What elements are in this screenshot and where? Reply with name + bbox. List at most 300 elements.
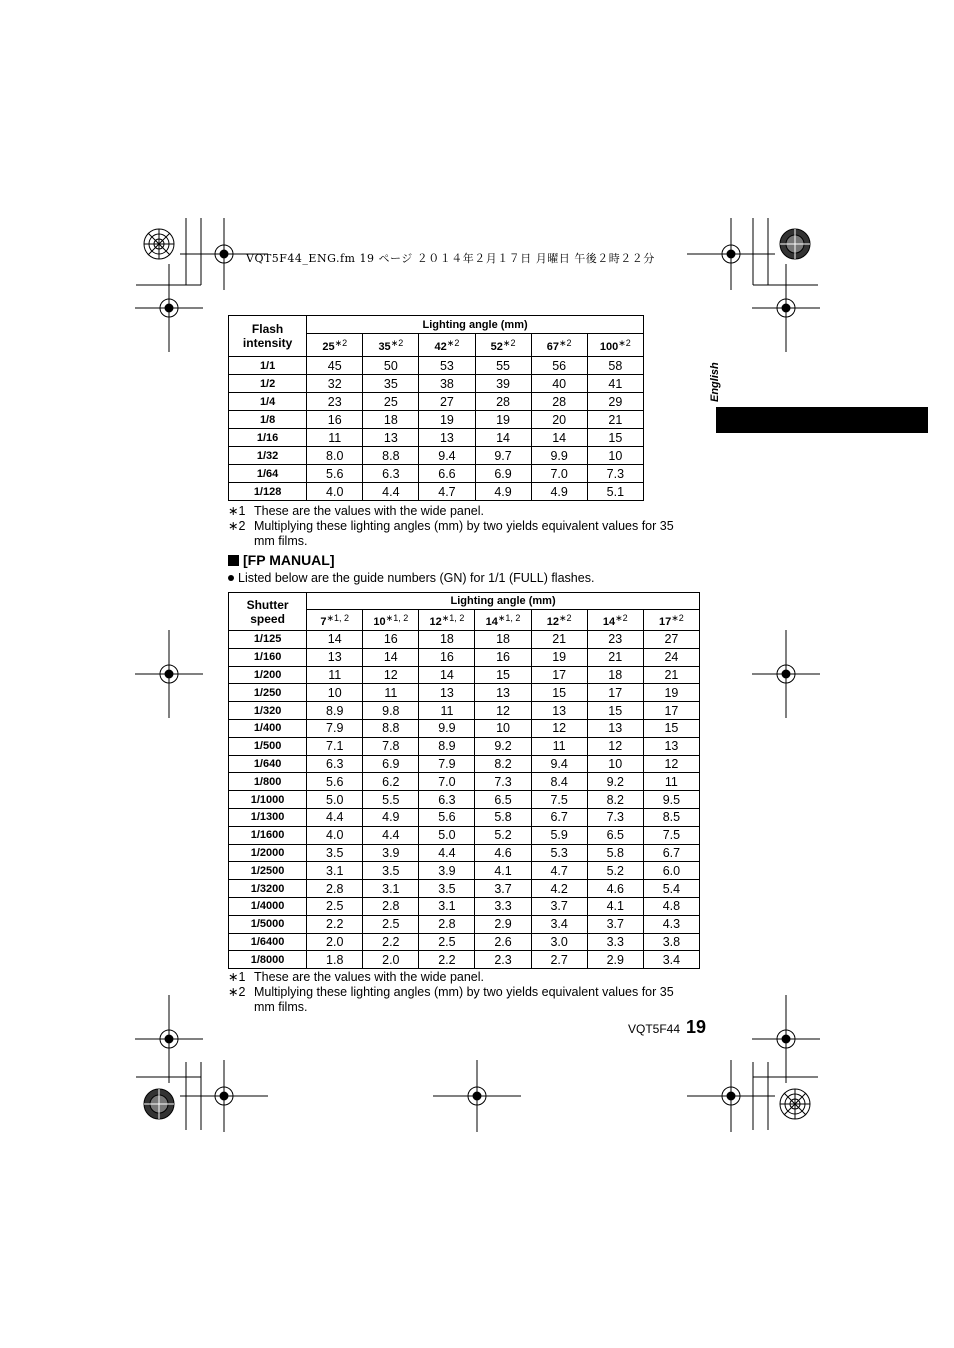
table-cell: 12 bbox=[643, 755, 699, 773]
row-label: 1/4000 bbox=[229, 897, 307, 915]
table-cell: 55 bbox=[475, 357, 531, 375]
shutter-speed-table bbox=[228, 592, 700, 969]
table-cell: 9.5 bbox=[643, 791, 699, 809]
column-note: ∗2 bbox=[390, 337, 404, 348]
table-group-header: Lighting angle (mm) bbox=[307, 316, 644, 334]
row-label: 1/16 bbox=[229, 429, 307, 447]
table-cell: 4.7 bbox=[531, 862, 587, 880]
column-value: 35 bbox=[378, 340, 391, 353]
column-note: ∗2 bbox=[671, 612, 684, 623]
table-cell: 27 bbox=[643, 631, 699, 649]
row-label: 1/6400 bbox=[229, 933, 307, 951]
table-cell: 7.3 bbox=[587, 465, 643, 483]
row-label: 1/3200 bbox=[229, 880, 307, 898]
table-cell: 3.8 bbox=[643, 933, 699, 951]
table-cell: 10 bbox=[307, 684, 363, 702]
footnote bbox=[228, 504, 688, 519]
table-cell: 13 bbox=[643, 737, 699, 755]
table-cell: 5.8 bbox=[475, 808, 531, 826]
footnote bbox=[228, 970, 688, 985]
table-cell: 11 bbox=[419, 702, 475, 720]
table-cell: 6.5 bbox=[587, 826, 643, 844]
table-cell: 17 bbox=[531, 666, 587, 684]
table-row bbox=[229, 933, 700, 951]
flash-intensity-table bbox=[228, 315, 644, 501]
table-cell: 6.7 bbox=[643, 844, 699, 862]
table-row bbox=[229, 684, 700, 702]
table-cell: 3.1 bbox=[419, 897, 475, 915]
table-cell: 4.4 bbox=[363, 826, 419, 844]
table-cell: 5.1 bbox=[587, 483, 643, 501]
table-row bbox=[229, 737, 700, 755]
table-cell: 3.7 bbox=[587, 915, 643, 933]
table-cell: 7.9 bbox=[419, 755, 475, 773]
table-cell: 18 bbox=[363, 411, 419, 429]
table-cell: 4.6 bbox=[587, 880, 643, 898]
row-label: 1/64 bbox=[229, 465, 307, 483]
row-label: 1/640 bbox=[229, 755, 307, 773]
table-cell: 2.3 bbox=[475, 951, 531, 969]
column-note: ∗2 bbox=[559, 337, 572, 348]
table-row bbox=[229, 826, 700, 844]
table-cell: 4.1 bbox=[475, 862, 531, 880]
footnote-text: Multiplying these lighting angles (mm) by two yields equivalent values for 35 mm films. bbox=[254, 985, 674, 1014]
table-cell: 11 bbox=[307, 666, 363, 684]
table-corner-label: Flash intensity bbox=[229, 316, 307, 357]
table-cell: 16 bbox=[363, 631, 419, 649]
column-header bbox=[587, 610, 643, 631]
column-value: 100 bbox=[599, 340, 619, 353]
footnotes-table2 bbox=[228, 970, 688, 1015]
table-cell: 5.0 bbox=[307, 791, 363, 809]
table-cell: 5.9 bbox=[531, 826, 587, 844]
footnote-mark: ∗2 bbox=[228, 519, 246, 533]
table-cell: 3.4 bbox=[531, 915, 587, 933]
row-label: 1/125 bbox=[229, 631, 307, 649]
table-cell: 6.3 bbox=[363, 465, 419, 483]
table-cell: 2.0 bbox=[307, 933, 363, 951]
table-cell: 7.8 bbox=[363, 737, 419, 755]
table-cell: 15 bbox=[587, 702, 643, 720]
table-cell: 4.9 bbox=[363, 808, 419, 826]
table-cell: 7.0 bbox=[419, 773, 475, 791]
column-value: 25 bbox=[322, 340, 335, 353]
table-cell: 11 bbox=[531, 737, 587, 755]
column-value: 14 bbox=[485, 615, 498, 628]
table-cell: 9.7 bbox=[475, 447, 531, 465]
table-cell: 2.8 bbox=[363, 897, 419, 915]
table-cell: 35 bbox=[363, 375, 419, 393]
table-cell: 3.0 bbox=[531, 933, 587, 951]
footnote-text: These are the values with the wide panel. bbox=[254, 970, 484, 984]
table-cell: 6.3 bbox=[307, 755, 363, 773]
table-cell: 9.8 bbox=[363, 702, 419, 720]
row-label: 1/8 bbox=[229, 411, 307, 429]
table-cell: 16 bbox=[307, 411, 363, 429]
section-bullet-text: Listed below are the guide numbers (GN) for 1/1 (FULL) flashes. bbox=[238, 571, 595, 585]
table-cell: 2.5 bbox=[363, 915, 419, 933]
table-row bbox=[229, 951, 700, 969]
table-cell: 4.4 bbox=[307, 808, 363, 826]
column-note: ∗2 bbox=[334, 337, 348, 348]
table-cell: 8.2 bbox=[475, 755, 531, 773]
table-cell: 3.9 bbox=[419, 862, 475, 880]
bullet-icon bbox=[228, 575, 234, 581]
table-cell: 4.7 bbox=[419, 483, 475, 501]
table-cell: 6.7 bbox=[531, 808, 587, 826]
column-header bbox=[587, 334, 643, 357]
table-cell: 7.5 bbox=[531, 791, 587, 809]
footnotes-table1 bbox=[228, 504, 688, 549]
table-cell: 2.2 bbox=[419, 951, 475, 969]
table-cell: 2.9 bbox=[587, 951, 643, 969]
row-label: 1/2 bbox=[229, 375, 307, 393]
table-cell: 19 bbox=[643, 684, 699, 702]
footnote-text: Multiplying these lighting angles (mm) by two yields equivalent values for 35 mm films. bbox=[254, 519, 674, 548]
table-row bbox=[229, 648, 700, 666]
table-body bbox=[229, 357, 644, 501]
table-cell: 21 bbox=[587, 411, 643, 429]
column-value: 17 bbox=[659, 615, 672, 628]
table-cell: 8.9 bbox=[419, 737, 475, 755]
table-cell: 16 bbox=[419, 648, 475, 666]
table-cell: 2.8 bbox=[419, 915, 475, 933]
table-cell: 12 bbox=[587, 737, 643, 755]
table-row bbox=[229, 702, 700, 720]
table-row bbox=[229, 465, 644, 483]
table-row bbox=[229, 429, 644, 447]
row-label: 1/250 bbox=[229, 684, 307, 702]
row-label: 1/500 bbox=[229, 737, 307, 755]
table-cell: 10 bbox=[475, 719, 531, 737]
row-label: 1/200 bbox=[229, 666, 307, 684]
table-cell: 5.8 bbox=[587, 844, 643, 862]
column-note: ∗1, 2 bbox=[326, 612, 350, 623]
table-cell: 9.2 bbox=[475, 737, 531, 755]
table-cell: 41 bbox=[587, 375, 643, 393]
table-cell: 24 bbox=[643, 648, 699, 666]
column-note: ∗1, 2 bbox=[385, 612, 409, 623]
column-header bbox=[363, 334, 419, 357]
table-row bbox=[229, 880, 700, 898]
table-cell: 21 bbox=[531, 631, 587, 649]
table-cell: 5.2 bbox=[475, 826, 531, 844]
table-cell: 8.8 bbox=[363, 447, 419, 465]
table-cell: 8.4 bbox=[531, 773, 587, 791]
table-cell: 23 bbox=[587, 631, 643, 649]
table-cell: 11 bbox=[363, 684, 419, 702]
table-cell: 2.6 bbox=[475, 933, 531, 951]
table-cell: 25 bbox=[363, 393, 419, 411]
row-label: 1/5000 bbox=[229, 915, 307, 933]
footnote-text: These are the values with the wide panel. bbox=[254, 504, 484, 518]
table-cell: 3.3 bbox=[475, 897, 531, 915]
table-cell: 15 bbox=[531, 684, 587, 702]
section-square-icon bbox=[228, 555, 239, 566]
column-note: ∗2 bbox=[618, 337, 631, 348]
table-cell: 21 bbox=[643, 666, 699, 684]
table-cell: 8.5 bbox=[643, 808, 699, 826]
table-cell: 19 bbox=[531, 648, 587, 666]
table-cell: 6.0 bbox=[643, 862, 699, 880]
table-cell: 4.9 bbox=[531, 483, 587, 501]
row-label: 1/128 bbox=[229, 483, 307, 501]
table-cell: 8.0 bbox=[307, 447, 363, 465]
footnote-mark: ∗2 bbox=[228, 985, 246, 999]
table-cell: 1.8 bbox=[307, 951, 363, 969]
table-cell: 13 bbox=[363, 429, 419, 447]
table-cell: 2.8 bbox=[307, 880, 363, 898]
table-cell: 4.1 bbox=[587, 897, 643, 915]
table-cell: 9.4 bbox=[419, 447, 475, 465]
table-cell: 5.4 bbox=[643, 880, 699, 898]
table-cell: 53 bbox=[419, 357, 475, 375]
column-header bbox=[475, 334, 531, 357]
row-label: 1/400 bbox=[229, 719, 307, 737]
table-cell: 2.2 bbox=[363, 933, 419, 951]
table-row bbox=[229, 631, 700, 649]
row-label: 1/1600 bbox=[229, 826, 307, 844]
section-heading bbox=[228, 552, 335, 568]
table-cell: 7.3 bbox=[475, 773, 531, 791]
table-row bbox=[229, 666, 700, 684]
table-row bbox=[229, 808, 700, 826]
column-header bbox=[307, 334, 363, 357]
column-value: 7 bbox=[320, 615, 327, 628]
column-value: 12 bbox=[546, 615, 559, 628]
row-label: 1/2000 bbox=[229, 844, 307, 862]
table-cell: 3.4 bbox=[643, 951, 699, 969]
table-cell: 17 bbox=[643, 702, 699, 720]
table-cell: 14 bbox=[531, 429, 587, 447]
table-row bbox=[229, 915, 700, 933]
table-row bbox=[229, 375, 644, 393]
row-label: 1/4 bbox=[229, 393, 307, 411]
table-row bbox=[229, 791, 700, 809]
table-cell: 13 bbox=[419, 684, 475, 702]
column-value: 14 bbox=[602, 615, 616, 628]
table-cell: 12 bbox=[363, 666, 419, 684]
table-body bbox=[229, 631, 700, 969]
table-cell: 5.0 bbox=[419, 826, 475, 844]
table-cell: 18 bbox=[475, 631, 531, 649]
table-row bbox=[229, 447, 644, 465]
table-cell: 27 bbox=[419, 393, 475, 411]
table-cell: 6.5 bbox=[475, 791, 531, 809]
table-cell: 40 bbox=[531, 375, 587, 393]
table-cell: 2.9 bbox=[475, 915, 531, 933]
table-cell: 9.4 bbox=[531, 755, 587, 773]
table-row bbox=[229, 773, 700, 791]
table-cell: 13 bbox=[475, 684, 531, 702]
table-cell: 20 bbox=[531, 411, 587, 429]
table-cell: 7.1 bbox=[307, 737, 363, 755]
model-code: VQT5F44 bbox=[628, 1022, 681, 1036]
table-cell: 14 bbox=[475, 429, 531, 447]
table-cell: 5.5 bbox=[363, 791, 419, 809]
table-cell: 12 bbox=[475, 702, 531, 720]
table-cell: 11 bbox=[307, 429, 363, 447]
table-cell: 3.3 bbox=[587, 933, 643, 951]
table-cell: 3.7 bbox=[475, 880, 531, 898]
table-row bbox=[229, 411, 644, 429]
table-cell: 39 bbox=[475, 375, 531, 393]
table-cell: 4.2 bbox=[531, 880, 587, 898]
table-cell: 3.5 bbox=[419, 880, 475, 898]
language-tab-bar bbox=[716, 407, 928, 433]
table-cell: 16 bbox=[475, 648, 531, 666]
table-cell: 6.9 bbox=[475, 465, 531, 483]
table-cell: 4.6 bbox=[475, 844, 531, 862]
table-cell: 7.5 bbox=[643, 826, 699, 844]
table-cell: 3.7 bbox=[531, 897, 587, 915]
table-cell: 8.2 bbox=[587, 791, 643, 809]
table-cell: 4.0 bbox=[307, 483, 363, 501]
row-label: 1/800 bbox=[229, 773, 307, 791]
table-cell: 10 bbox=[587, 447, 643, 465]
table-cell: 2.5 bbox=[307, 897, 363, 915]
table-cell: 7.3 bbox=[587, 808, 643, 826]
table-cell: 3.9 bbox=[363, 844, 419, 862]
table-cell: 11 bbox=[643, 773, 699, 791]
row-label: 1/1000 bbox=[229, 791, 307, 809]
table-row bbox=[229, 755, 700, 773]
table-cell: 23 bbox=[307, 393, 363, 411]
column-value: 12 bbox=[429, 615, 442, 628]
table-row bbox=[229, 719, 700, 737]
table-cell: 29 bbox=[587, 393, 643, 411]
column-value: 67 bbox=[546, 340, 560, 353]
table-cell: 50 bbox=[363, 357, 419, 375]
column-header bbox=[475, 610, 531, 631]
table-cell: 58 bbox=[587, 357, 643, 375]
table-corner-label: Shutter speed bbox=[229, 593, 307, 631]
table-cell: 13 bbox=[587, 719, 643, 737]
table-cell: 6.3 bbox=[419, 791, 475, 809]
column-value: 52 bbox=[490, 340, 503, 353]
column-header bbox=[531, 610, 587, 631]
table-cell: 10 bbox=[587, 755, 643, 773]
table-cell: 5.6 bbox=[307, 773, 363, 791]
footnote bbox=[228, 519, 688, 549]
section-bullet bbox=[228, 571, 594, 585]
section-title: [FP MANUAL] bbox=[243, 552, 335, 568]
table-cell: 5.6 bbox=[307, 465, 363, 483]
table-cell: 7.9 bbox=[307, 719, 363, 737]
row-label: 1/2500 bbox=[229, 862, 307, 880]
table-cell: 3.5 bbox=[307, 844, 363, 862]
table-cell: 15 bbox=[587, 429, 643, 447]
column-note: ∗2 bbox=[502, 337, 516, 348]
table-cell: 17 bbox=[587, 684, 643, 702]
column-value: 42 bbox=[434, 340, 447, 353]
table-cell: 15 bbox=[475, 666, 531, 684]
table-cell: 2.5 bbox=[419, 933, 475, 951]
table-row bbox=[229, 862, 700, 880]
table-cell: 6.9 bbox=[363, 755, 419, 773]
table-cell: 45 bbox=[307, 357, 363, 375]
row-label: 1/32 bbox=[229, 447, 307, 465]
table-cell: 9.9 bbox=[419, 719, 475, 737]
column-note: ∗2 bbox=[446, 337, 460, 348]
column-header bbox=[419, 610, 475, 631]
table-cell: 4.4 bbox=[363, 483, 419, 501]
table-cell: 8.8 bbox=[363, 719, 419, 737]
page-number: 19 bbox=[686, 1017, 707, 1037]
table-cell: 2.2 bbox=[307, 915, 363, 933]
table-cell: 3.1 bbox=[307, 862, 363, 880]
table-cell: 6.6 bbox=[419, 465, 475, 483]
table-cell: 7.0 bbox=[531, 465, 587, 483]
language-tab-label bbox=[705, 358, 735, 408]
language-tab-text: English bbox=[709, 362, 721, 402]
table-group-header: Lighting angle (mm) bbox=[307, 593, 700, 610]
table-cell: 5.2 bbox=[587, 862, 643, 880]
table-cell: 13 bbox=[531, 702, 587, 720]
table-cell: 4.3 bbox=[643, 915, 699, 933]
table-cell: 14 bbox=[307, 631, 363, 649]
table-cell: 19 bbox=[475, 411, 531, 429]
column-header bbox=[531, 334, 587, 357]
table-cell: 5.6 bbox=[419, 808, 475, 826]
table-cell: 18 bbox=[587, 666, 643, 684]
table-cell: 14 bbox=[419, 666, 475, 684]
column-value: 10 bbox=[373, 615, 386, 628]
column-header bbox=[363, 610, 419, 631]
row-label: 1/1 bbox=[229, 357, 307, 375]
table-cell: 8.9 bbox=[307, 702, 363, 720]
table-cell: 2.0 bbox=[363, 951, 419, 969]
table-cell: 12 bbox=[531, 719, 587, 737]
table-cell: 4.0 bbox=[307, 826, 363, 844]
table-row bbox=[229, 844, 700, 862]
table-cell: 4.8 bbox=[643, 897, 699, 915]
row-label: 1/8000 bbox=[229, 951, 307, 969]
column-note: ∗2 bbox=[615, 612, 628, 623]
row-label: 1/160 bbox=[229, 648, 307, 666]
column-note: ∗2 bbox=[559, 612, 572, 623]
table-cell: 13 bbox=[307, 648, 363, 666]
column-header bbox=[643, 610, 699, 631]
table-row bbox=[229, 393, 644, 411]
table-cell: 4.9 bbox=[475, 483, 531, 501]
footnote-mark: ∗1 bbox=[228, 504, 246, 518]
column-note: ∗1, 2 bbox=[441, 612, 465, 623]
table-cell: 4.4 bbox=[419, 844, 475, 862]
table-row bbox=[229, 357, 644, 375]
table-cell: 3.1 bbox=[363, 880, 419, 898]
table-cell: 19 bbox=[419, 411, 475, 429]
table-cell: 56 bbox=[531, 357, 587, 375]
table-cell: 38 bbox=[419, 375, 475, 393]
table-cell: 18 bbox=[419, 631, 475, 649]
table-cell: 28 bbox=[531, 393, 587, 411]
table-cell: 2.7 bbox=[531, 951, 587, 969]
table-cell: 3.5 bbox=[363, 862, 419, 880]
table-row bbox=[229, 897, 700, 915]
table-cell: 21 bbox=[587, 648, 643, 666]
table-cell: 28 bbox=[475, 393, 531, 411]
page-footer bbox=[628, 1017, 706, 1038]
row-label: 1/320 bbox=[229, 702, 307, 720]
row-label: 1/1300 bbox=[229, 808, 307, 826]
table-cell: 5.3 bbox=[531, 844, 587, 862]
table-cell: 6.2 bbox=[363, 773, 419, 791]
print-header: VQT5F44_ENG.fm 19 ページ ２０１４年２月１７日 月曜日 午後２時２２分 bbox=[246, 252, 655, 265]
table-cell: 15 bbox=[643, 719, 699, 737]
column-header bbox=[307, 610, 363, 631]
table-cell: 13 bbox=[419, 429, 475, 447]
